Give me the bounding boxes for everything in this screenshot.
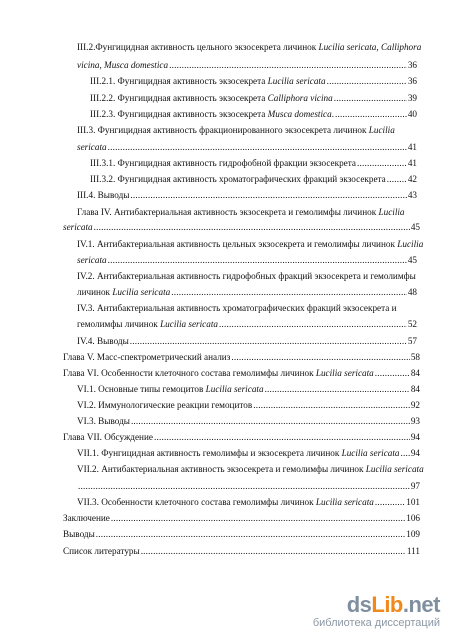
toc-page-number: 41: [407, 142, 417, 152]
toc-entry-title: Выводы: [63, 529, 95, 539]
toc-leader-dots: [96, 529, 405, 540]
toc-leader-dots: [108, 142, 407, 153]
toc-leader-dots: [253, 400, 410, 411]
toc-page-number: 57: [407, 336, 417, 346]
toc-entry-title: III.2.3. Фунгицидная активность экзосекрета Musca domestica.: [90, 109, 334, 119]
toc-entry: [90, 109, 417, 120]
toc-page-number: 97: [410, 481, 420, 491]
toc-entry-title: III.2.2. Фунгицидная активность экзосекрета Calliphora vicina: [90, 93, 333, 103]
toc-entry: [77, 319, 417, 330]
toc-page-number: 48: [407, 287, 417, 297]
toc-page-number: 106: [406, 513, 420, 523]
toc-leader-dots: [111, 513, 405, 524]
toc-entry-title: Заключение: [63, 513, 110, 523]
toc-page-number: 84: [410, 384, 420, 394]
toc-entry: [90, 158, 417, 169]
toc-page-number: 52: [407, 319, 417, 329]
toc-entry-title: IV.2. Антибактериальная активность гидрофобных фракций экзосекрета и гемолимфы: [77, 271, 416, 281]
toc-entry-title: Глава IV. Антибактериальная активность экзосекрета и гемолимфы личинок Lucilia: [77, 207, 405, 217]
toc-entry-title: III.3.2. Фунгицидная активность хроматографических фракций экзосекрета: [90, 174, 386, 184]
toc-page-number: 92: [410, 400, 420, 410]
toc-leader-dots: [78, 481, 410, 492]
toc-entry-title: IV.1. Антибактериальная активность цельных экзосекрета и гемолимфы личинок Lucilia: [77, 239, 424, 249]
toc-entry: [77, 481, 420, 492]
toc-leader-dots: [169, 60, 407, 71]
toc-leader-dots: [375, 497, 405, 508]
toc-entry-title: VII.2. Антибактериальная активность экзосекрета и гемолимфы личинок Lucilia sericata: [77, 464, 424, 474]
toc-entry: [77, 42, 422, 53]
toc-page-number: 42: [407, 174, 417, 184]
toc-entry: [63, 368, 420, 379]
toc-leader-dots: [265, 384, 410, 395]
toc-entry: [77, 255, 417, 266]
toc-entry: [77, 464, 424, 475]
toc-leader-dots: [130, 190, 406, 201]
toc-leader-dots: [131, 416, 410, 427]
toc-entry-title: vicina, Musca domestica: [77, 60, 169, 70]
toc-leader-dots: [154, 432, 410, 443]
toc-entry: [77, 207, 417, 218]
toc-entry-title: Глава V. Масс-спектрометрический анализ: [63, 352, 231, 362]
toc-entry: [77, 384, 420, 395]
toc-leader-dots: [108, 255, 407, 266]
toc-entry: [90, 174, 417, 185]
toc-entry-title: VI.3. Выводы: [77, 416, 130, 426]
toc-entry: [63, 352, 420, 363]
toc-page-number: 40: [407, 109, 417, 119]
toc-page-number: 84: [410, 368, 420, 378]
toc-entry-title: IV.3. Антибактериальная активность хроматографических фракций экзосекрета и: [77, 303, 397, 313]
toc-page-number: 41: [407, 158, 417, 168]
toc-leader-dots: [357, 158, 407, 169]
toc-entry-title: VI.1. Основные типы гемоцитов Lucilia sericata: [77, 384, 264, 394]
toc-entry-title: VII.3. Особенности клеточного состава гемолимфы личинок Lucilia sericata: [77, 497, 374, 507]
toc-leader-dots: [334, 93, 407, 104]
toc-leader-dots: [375, 368, 410, 379]
toc-entry: [77, 336, 417, 347]
toc-entry: [77, 448, 420, 459]
toc-entry-title: sericata: [77, 255, 107, 265]
toc-entry: [63, 513, 420, 524]
toc-entry: [63, 432, 420, 443]
toc-leader-dots: [231, 352, 409, 363]
dslib-watermark: [313, 594, 440, 630]
dslib-logo: dsLib.net: [346, 592, 440, 617]
toc-page-number: 45: [410, 222, 420, 232]
toc-page-number: 94: [410, 432, 420, 442]
toc-entry-title: III.2.Фунгицидная активность цельного экзосекрета личинок Lucilia sericata, Calliphora: [77, 42, 422, 52]
toc-entry: [77, 271, 417, 282]
toc-entry: [77, 125, 417, 136]
toc-page-number: 36: [407, 60, 417, 70]
toc-entry: [63, 529, 420, 540]
toc-entry-title: Глава VII. Обсуждение: [63, 432, 153, 442]
toc-entry-title: III.2.1. Фунгицидная активность экзосекрета Lucilia sericata: [90, 76, 326, 86]
toc-entry-title: sericata: [63, 222, 93, 232]
toc-entry-title: III.4. Выводы: [77, 190, 130, 200]
toc-leader-dots: [130, 336, 407, 347]
toc-entry: [63, 546, 420, 557]
toc-entry-title: III.3. Фунгицидная активность фракционированного экзосекрета личинок Lucilia: [77, 125, 395, 135]
toc-leader-dots: [327, 76, 407, 87]
toc-page-number: 43: [407, 190, 417, 200]
toc-leader-dots: [141, 546, 406, 557]
toc-entry-title: VII.1. Фунгицидная активность гемолимфы и экзосекрета личинок Lucilia sericata: [77, 448, 400, 458]
toc-leader-dots: [94, 222, 410, 233]
toc-leader-dots: [401, 448, 410, 459]
toc-page-number: 101: [406, 497, 420, 507]
toc-page-number: 39: [407, 93, 417, 103]
toc-entry-title: Список литературы: [63, 546, 140, 556]
toc-leader-dots: [171, 287, 407, 298]
toc-entry: [77, 239, 424, 250]
toc-entry: [90, 93, 417, 104]
toc-entry: [63, 222, 420, 233]
toc-page-number: 111: [406, 546, 420, 556]
toc-entry-title: VI.2. Иммунологические реакции гемоцитов: [77, 400, 253, 410]
toc-entry: [77, 60, 417, 71]
toc-entry: [77, 142, 417, 153]
toc-page-number: 45: [407, 255, 417, 265]
toc-entry-title: III.3.1. Фунгицидная активность гидрофобной фракции экзосекрета: [90, 158, 356, 168]
toc-entry: [90, 76, 417, 87]
toc-entry: [77, 287, 417, 298]
toc-entry-title: гемолимфы личинок Lucilia sericata: [77, 319, 218, 329]
toc-entry-title: личинок Lucilia sericata: [77, 287, 171, 297]
toc-leader-dots: [335, 109, 407, 120]
toc-page-number: 94: [410, 448, 420, 458]
toc-entry-title: IV.4. Выводы: [77, 336, 129, 346]
toc-page-number: 36: [407, 76, 417, 86]
toc-entry: [77, 400, 420, 411]
dslib-subtitle: библиотека диссертаций: [312, 617, 440, 629]
toc-entry-title: sericata: [77, 142, 107, 152]
toc-entry: [77, 303, 417, 314]
toc-page-number: 58: [410, 352, 420, 362]
toc-entry: [77, 497, 420, 508]
toc-entry-title: Глава VI. Особенности клеточного состава гемолимфы личинок Lucilia sericata: [63, 368, 374, 378]
toc-entry: [77, 190, 417, 201]
toc-entry: [77, 416, 420, 427]
toc-page-number: 93: [410, 416, 420, 426]
toc-leader-dots: [219, 319, 407, 330]
toc-page-number: 109: [406, 529, 420, 539]
toc-leader-dots: [387, 174, 407, 185]
